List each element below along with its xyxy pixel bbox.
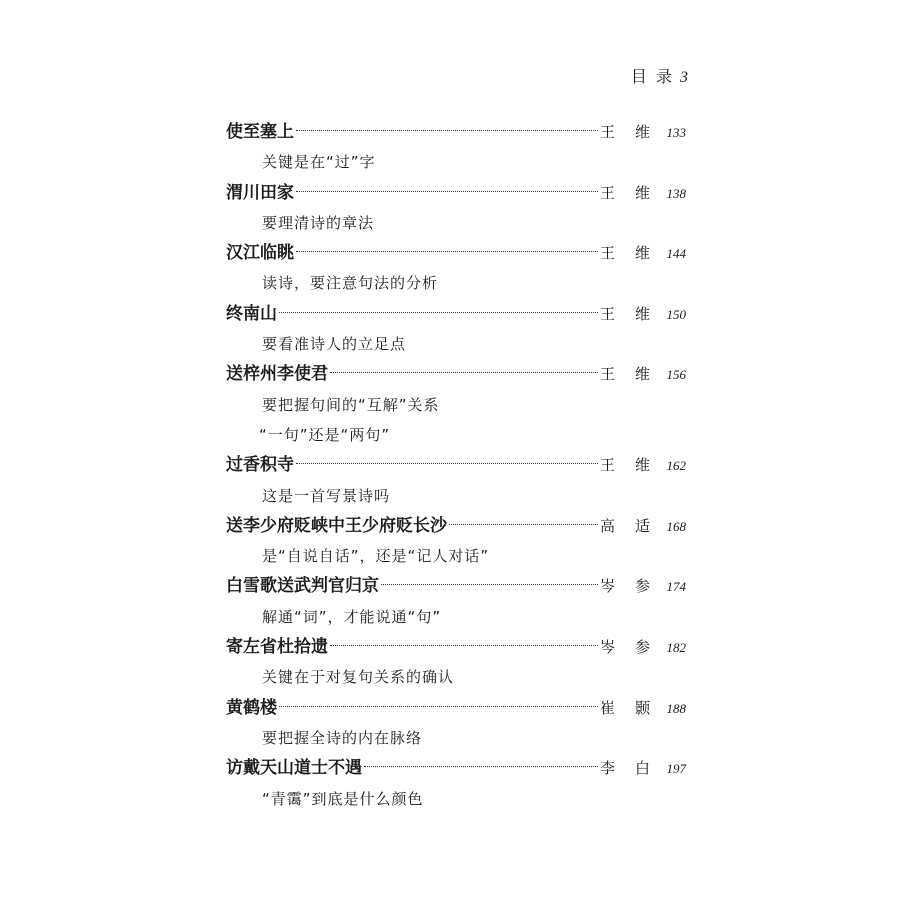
toc-entry-subtitle: 这是一首写景诗吗 <box>262 486 391 505</box>
dot-leader <box>296 129 598 131</box>
toc-entry-title: 寄左省杜拾遗 <box>226 637 328 658</box>
dot-leader <box>381 583 598 585</box>
author-char: 李 <box>600 759 616 778</box>
author-char: 颢 <box>634 698 650 717</box>
toc-entry-author <box>600 575 650 596</box>
page-header <box>631 64 688 87</box>
dot-leader <box>296 190 598 192</box>
toc-entry[interactable] <box>226 632 686 662</box>
toc-entry-title: 黄鹤楼 <box>226 697 277 718</box>
dot-leader <box>330 644 598 646</box>
header-label: 目 录 <box>630 67 674 86</box>
toc-entry-subtitle: 是“自说自话”，还是“记人对话” <box>262 547 490 566</box>
author-char: 维 <box>634 304 650 323</box>
author-char: 参 <box>634 638 650 657</box>
toc-entry-author <box>600 515 650 536</box>
author-char: 王 <box>600 456 616 475</box>
dot-leader <box>296 462 598 464</box>
toc-entry[interactable] <box>226 753 686 783</box>
dot-leader <box>279 311 598 313</box>
toc-entry-author <box>600 242 650 263</box>
toc-entry-subtitle: 关键在于对复句关系的确认 <box>262 668 455 687</box>
author-char: 维 <box>634 456 650 475</box>
toc-entry-title: 白雪歌送武判官归京 <box>226 576 379 597</box>
author-char: 王 <box>600 244 616 263</box>
toc-entry-title: 渭川田家 <box>226 182 294 203</box>
toc-entry-subtitle: “青霭”到底是什么颜色 <box>262 789 424 808</box>
toc-entry[interactable] <box>226 117 686 147</box>
toc-entry-page: 162 <box>666 458 686 474</box>
author-char: 维 <box>634 123 650 141</box>
toc-entry-page: 156 <box>666 367 686 383</box>
toc-entry-subtitle: 要把握全诗的内在脉络 <box>262 728 423 747</box>
toc-entry[interactable] <box>226 511 686 541</box>
toc-entry-title: 过香积寺 <box>226 455 294 476</box>
dot-leader <box>296 250 598 252</box>
toc-entry[interactable] <box>226 450 686 480</box>
toc-entry-author <box>600 454 650 475</box>
toc-entry-author <box>600 636 650 657</box>
toc-entry-page: 144 <box>666 246 686 262</box>
author-char: 王 <box>600 304 616 323</box>
toc-entry-subtitle: 要把握句间的“互解”关系 <box>262 395 440 414</box>
toc-entry[interactable] <box>226 299 686 329</box>
toc-entry-title: 终南山 <box>226 303 277 324</box>
author-char: 岑 <box>600 638 616 657</box>
author-char: 适 <box>634 516 650 535</box>
toc-entry-subtitle: 关键是在“过”字 <box>262 153 376 172</box>
toc-entry-title: 使至塞上 <box>226 122 294 142</box>
header-page-number: 3 <box>680 69 688 86</box>
toc-entry-page: 182 <box>666 640 686 656</box>
toc-entry[interactable] <box>226 571 686 601</box>
toc-entry-author <box>600 757 650 778</box>
dot-leader <box>449 523 598 525</box>
toc-entry-subtitle: 读诗，要注意句法的分析 <box>262 274 439 293</box>
dot-leader <box>279 705 598 707</box>
toc-entry-title: 访戴天山道士不遇 <box>226 758 362 779</box>
dot-leader <box>364 765 598 767</box>
toc-entry[interactable] <box>226 359 686 389</box>
author-char: 王 <box>600 183 616 202</box>
author-char: 崔 <box>600 698 616 717</box>
author-char: 王 <box>600 365 616 384</box>
toc-entry-author <box>600 121 650 142</box>
toc-entry-subtitle: “一句”还是“两句” <box>259 425 391 444</box>
toc-entry-subtitle: 要理清诗的章法 <box>262 213 375 232</box>
toc-entry-page: 138 <box>666 185 686 201</box>
toc-entry-title: 汉江临眺 <box>226 243 294 264</box>
toc-entry-author <box>600 303 650 324</box>
toc-entry-page: 133 <box>666 125 686 140</box>
author-char: 高 <box>600 516 616 535</box>
toc-entry-author <box>600 363 650 384</box>
dot-leader <box>330 371 598 373</box>
toc-entry-subtitle: 解通“词”，才能说通“句” <box>262 607 442 626</box>
toc-entry-author <box>600 182 650 203</box>
toc-entry[interactable] <box>226 178 686 208</box>
toc-entry-page: 150 <box>666 306 686 322</box>
author-char: 白 <box>634 759 650 778</box>
author-char: 参 <box>634 577 650 596</box>
toc-entry-title: 送梓州李使君 <box>226 364 328 385</box>
toc-entry[interactable] <box>226 238 686 268</box>
toc-entry-subtitle: 要看准诗人的立足点 <box>262 335 407 354</box>
toc-entry-page: 188 <box>666 700 686 716</box>
author-char: 维 <box>634 244 650 263</box>
author-char: 岑 <box>600 577 616 596</box>
table-of-contents <box>226 117 686 814</box>
toc-entry[interactable] <box>226 693 686 723</box>
toc-entry-page: 168 <box>666 518 686 534</box>
toc-entry-title: 送李少府贬峡中王少府贬长沙 <box>226 515 447 536</box>
author-char: 维 <box>634 183 650 202</box>
author-char: 维 <box>634 365 650 384</box>
toc-entry-page: 197 <box>666 761 686 777</box>
toc-entry-page: 174 <box>666 579 686 595</box>
toc-entry-author <box>600 697 650 718</box>
author-char: 王 <box>600 123 616 141</box>
